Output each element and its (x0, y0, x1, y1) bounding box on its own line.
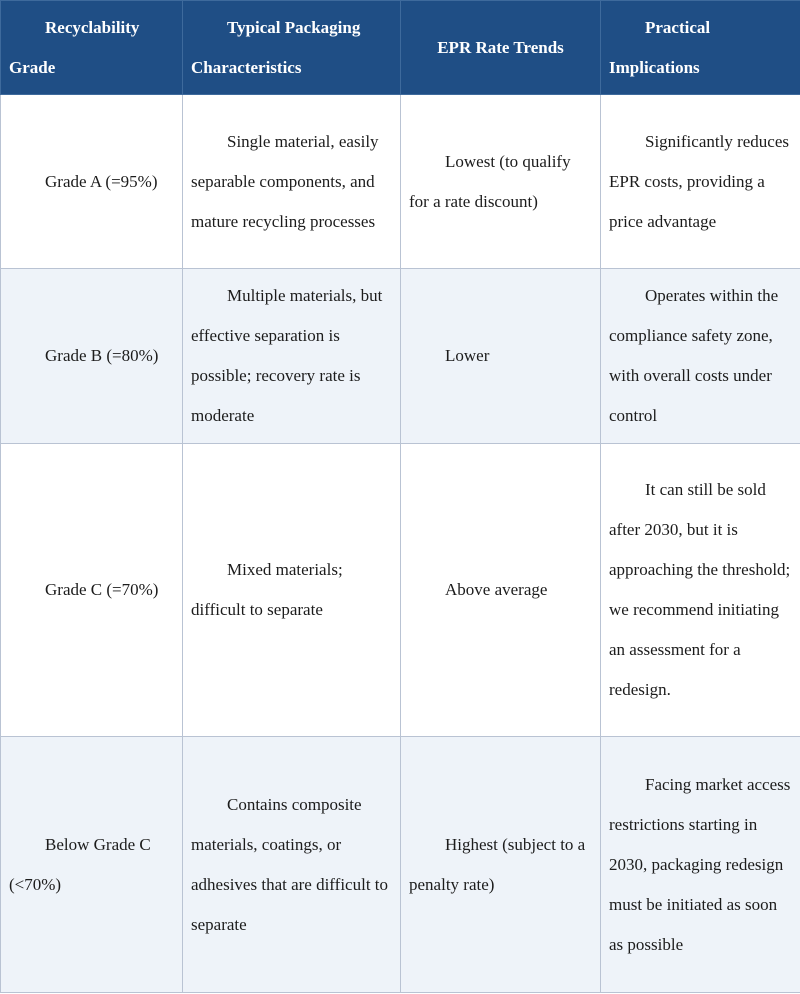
cell-implications: It can still be sold after 2030, but it is approaching the threshold; we recommend initiating an assessment for a redesign. (601, 444, 800, 737)
cell-epr-rate: Highest (subject to a penalty rate) (401, 737, 601, 993)
cell-implications: Operates within the compliance safety zone, with overall costs under control (601, 269, 800, 444)
table-row (1, 444, 800, 737)
cell-epr-rate: Lowest (to qualify for a rate discount) (401, 95, 601, 269)
header-typical-packaging-characteristics: Typical Packaging Characteristics (183, 1, 401, 95)
cell-epr-rate: Above average (401, 444, 601, 737)
cell-implications: Significantly reduces EPR costs, providing a price advantage (601, 95, 800, 269)
header-epr-rate-trends: EPR Rate Trends (401, 1, 601, 95)
cell-grade: Grade A (=95%) (1, 95, 183, 269)
cell-grade: Grade C (=70%) (1, 444, 183, 737)
cell-implications: Facing market access restrictions starting in 2030, packaging redesign must be initiated as soon as possible (601, 737, 800, 993)
header-practical-implications: Practical Implications (601, 1, 800, 95)
cell-grade: Grade B (=80%) (1, 269, 183, 444)
table-row (1, 269, 800, 444)
table-row (1, 95, 800, 269)
cell-characteristics: Single material, easily separable components, and mature recycling processes (183, 95, 401, 269)
cell-characteristics: Multiple materials, but effective separation is possible; recovery rate is moderate (183, 269, 401, 444)
cell-epr-rate: Lower (401, 269, 601, 444)
cell-characteristics: Mixed materials; difficult to separate (183, 444, 401, 737)
cell-grade: Below Grade C (<70%) (1, 737, 183, 993)
cell-characteristics: Contains composite materials, coatings, or adhesives that are difficult to separate (183, 737, 401, 993)
header-recyclability-grade: Recyclability Grade (1, 1, 183, 95)
table-row (1, 737, 800, 993)
table-header-row (1, 1, 800, 95)
